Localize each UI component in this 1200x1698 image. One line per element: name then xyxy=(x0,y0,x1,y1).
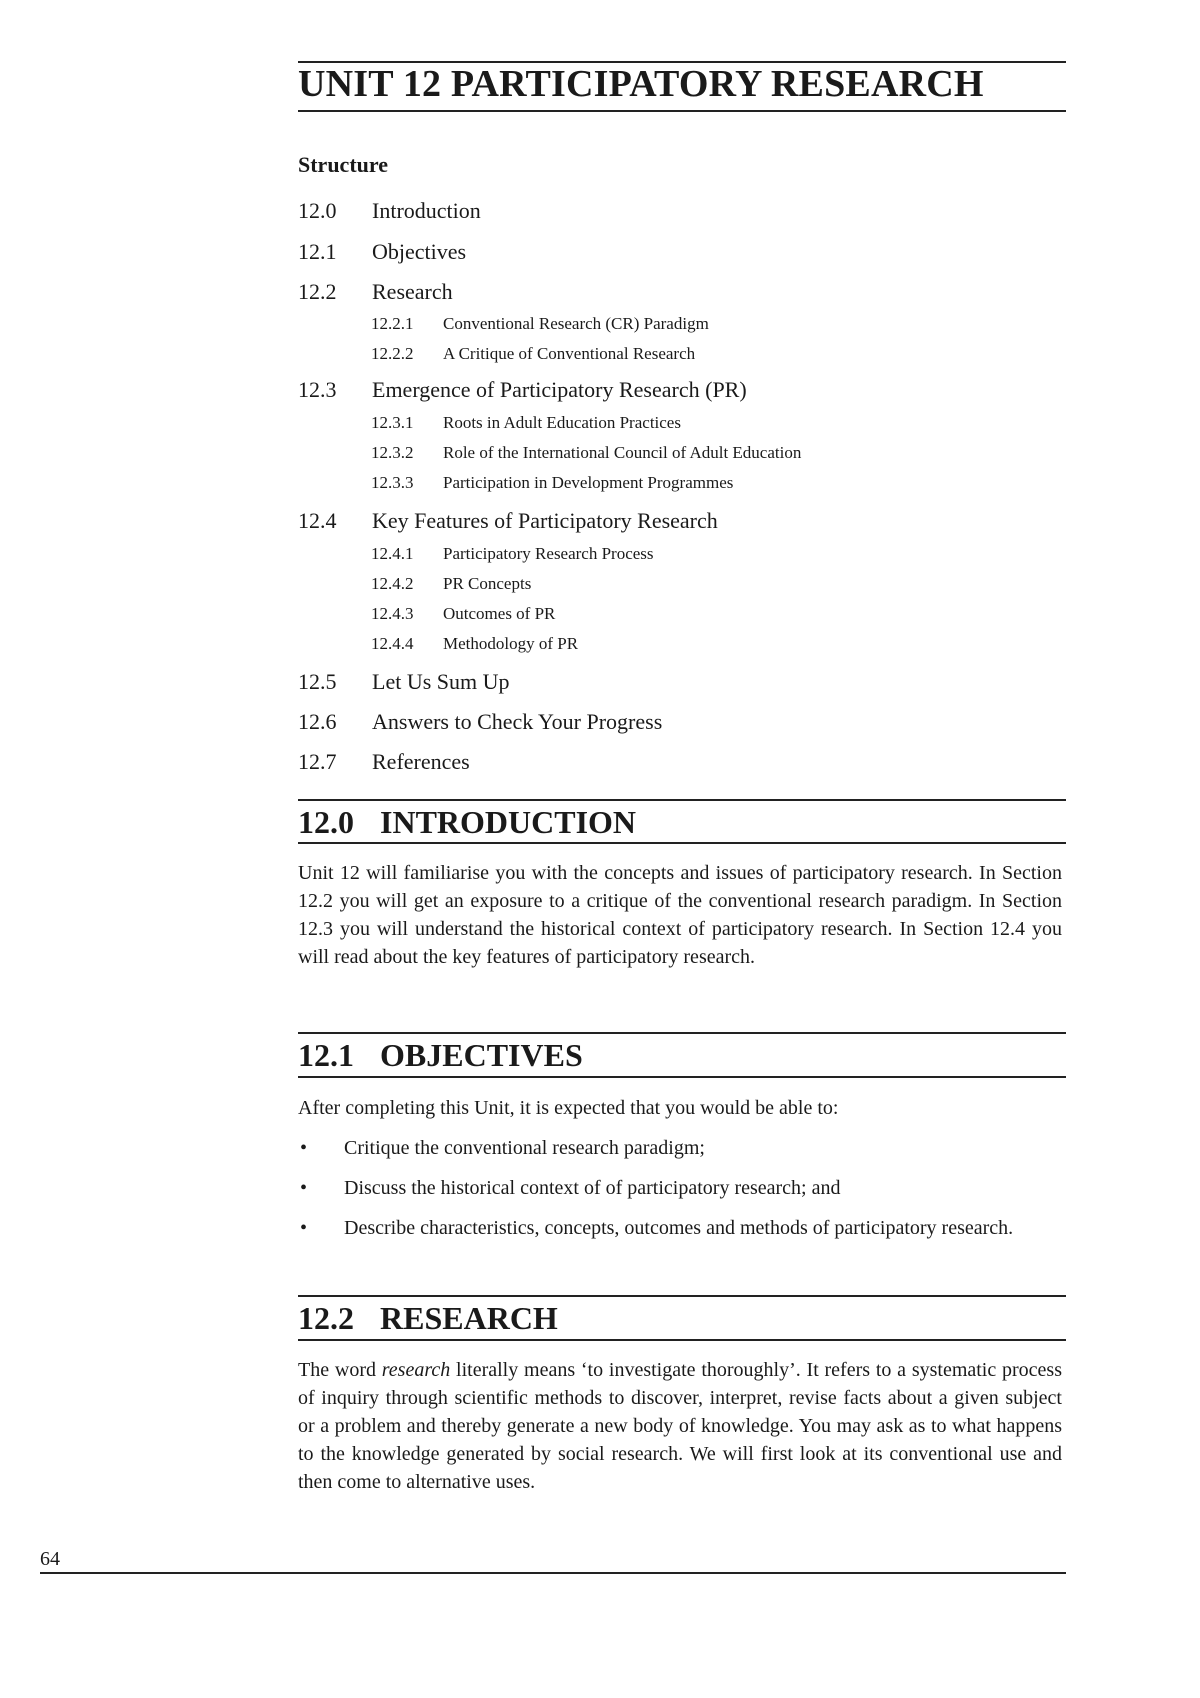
toc-number: 12.2.2 xyxy=(371,344,414,363)
toc-number: 12.2.1 xyxy=(371,314,414,333)
section-number: 12.2 xyxy=(298,1300,354,1336)
toc-label: Let Us Sum Up xyxy=(372,669,510,694)
section-title: INTRODUCTION xyxy=(380,804,637,840)
section-heading-introduction xyxy=(298,804,636,841)
toc-label: Conventional Research (CR) Paradigm xyxy=(443,314,709,333)
toc-label: Methodology of PR xyxy=(443,634,579,653)
structure-heading: Structure xyxy=(298,152,389,177)
unit-title: UNIT 12 PARTICIPATORY RESEARCH xyxy=(298,63,984,105)
toc-number: 12.7 xyxy=(298,749,337,774)
research-paragraph xyxy=(298,1356,1062,1496)
toc-label: Answers to Check Your Progress xyxy=(372,709,663,734)
toc-label: Outcomes of PR xyxy=(443,604,556,623)
section-top-rule xyxy=(298,1032,1066,1034)
page-number: 64 xyxy=(40,1548,60,1570)
toc-label: References xyxy=(372,749,470,774)
bullet-icon: • xyxy=(300,1217,308,1239)
bullet-text: Describe characteristics, concepts, outcomes and methods of participatory research. xyxy=(344,1217,1014,1239)
toc-label: Objectives xyxy=(372,239,467,264)
toc-number: 12.3.3 xyxy=(371,473,414,492)
section-top-rule xyxy=(298,799,1066,801)
toc-label: Research xyxy=(372,279,453,304)
toc-number: 12.1 xyxy=(298,239,337,264)
toc-number: 12.4 xyxy=(298,508,337,533)
toc-label: Introduction xyxy=(372,198,481,223)
bullet-text: Discuss the historical context of of participatory research; and xyxy=(344,1177,841,1199)
toc-label: Roots in Adult Education Practices xyxy=(443,413,681,432)
research-text-start: The word xyxy=(298,1359,382,1381)
toc-label: Emergence of Participatory Research (PR) xyxy=(372,377,747,402)
toc-number: 12.0 xyxy=(298,198,337,223)
toc-label: Key Features of Participatory Research xyxy=(372,508,718,533)
section-title: OBJECTIVES xyxy=(380,1037,583,1073)
toc-number: 12.4.2 xyxy=(371,574,414,593)
research-text-rest: literally means ‘to investigate thoroughly’. It refers to a systematic process of inquiry through scientific methods to discover, interpret, revise facts about a given subject or a problem and thereby generate a new body of knowledge. You may ask as to what happens to the knowledge generated by social research. We will first look at its conventional use and then come to alternative uses. xyxy=(298,1359,1063,1493)
section-number: 12.1 xyxy=(298,1037,354,1073)
toc-number: 12.3 xyxy=(298,377,337,402)
toc-label: Participation in Development Programmes xyxy=(443,473,734,492)
section-title: RESEARCH xyxy=(380,1300,558,1336)
section-heading-objectives xyxy=(298,1037,583,1074)
toc-label: A Critique of Conventional Research xyxy=(443,344,696,363)
introduction-paragraph: Unit 12 will familiarise you with the concepts and issues of participatory research. In Section 12.2 you will get an exposure to a critique of the conventional research paradigm. In Section 12.3 you will understand the historical context of participatory research. In Section 12.4 you will read about the key features of participatory research. xyxy=(298,862,1062,968)
toc-label: Participatory Research Process xyxy=(443,544,654,563)
toc-number: 12.2 xyxy=(298,279,337,304)
section-bottom-rule xyxy=(298,1339,1066,1341)
research-emphasis: research xyxy=(381,1359,451,1381)
toc-number: 12.4.1 xyxy=(371,544,414,563)
bullet-icon: • xyxy=(300,1137,308,1159)
toc-number: 12.3.1 xyxy=(371,413,414,432)
section-top-rule xyxy=(298,1295,1066,1297)
section-heading-research xyxy=(298,1300,558,1337)
footer-rule xyxy=(40,1572,1066,1574)
title-bottom-rule xyxy=(298,110,1066,112)
toc-number: 12.5 xyxy=(298,669,337,694)
toc-label: PR Concepts xyxy=(443,574,532,593)
section-bottom-rule xyxy=(298,842,1066,844)
toc-number: 12.4.4 xyxy=(371,634,414,653)
toc-number: 12.3.2 xyxy=(371,443,414,462)
toc-number: 12.4.3 xyxy=(371,604,414,623)
section-bottom-rule xyxy=(298,1076,1066,1078)
bullet-text: Critique the conventional research paradigm; xyxy=(344,1137,705,1159)
bullet-icon: • xyxy=(300,1177,308,1199)
toc-number: 12.6 xyxy=(298,709,337,734)
objectives-intro: After completing this Unit, it is expected that you would be able to: xyxy=(298,1097,839,1119)
section-number: 12.0 xyxy=(298,804,354,840)
toc-label: Role of the International Council of Adult Education xyxy=(443,443,802,462)
